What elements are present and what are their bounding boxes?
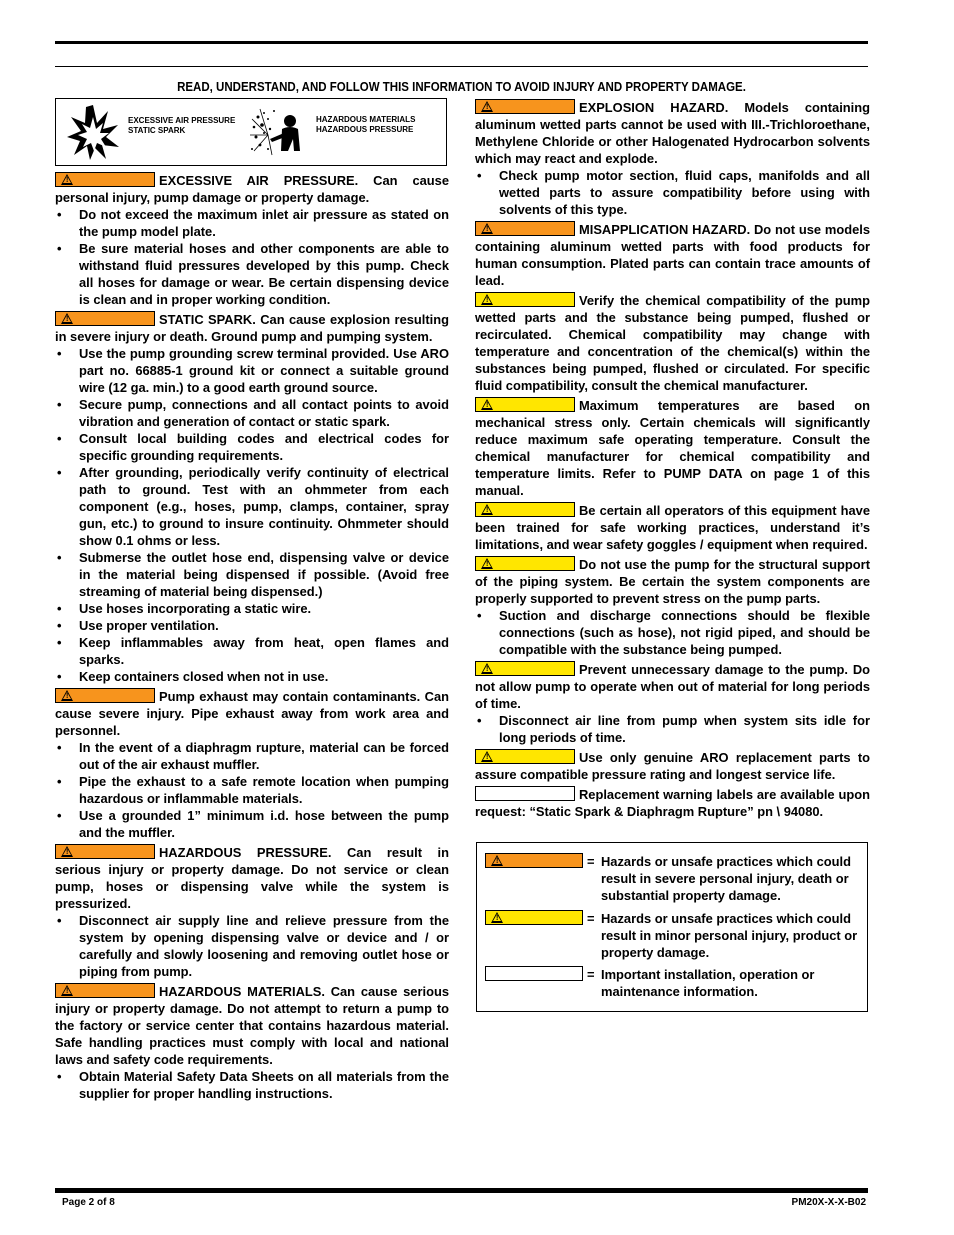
hazard-symbol-box bbox=[55, 98, 447, 166]
left-column bbox=[55, 172, 449, 1105]
page-heading: READ, UNDERSTAND, AND FOLLOW THIS INFORMATION TO AVOID INJURY AND PROPERTY DAMAGE. bbox=[177, 80, 746, 94]
notice-bullet: • Use hoses incorporating a static wire. bbox=[55, 600, 449, 617]
notice-statement bbox=[475, 786, 870, 820]
hazardous-material-person-icon bbox=[248, 105, 306, 161]
legend-text-warning: Hazards or unsafe practices which could result in severe personal injury, death or substantial property damage. bbox=[601, 854, 852, 903]
notice-statement bbox=[475, 397, 870, 499]
safety-notice-caution bbox=[475, 502, 870, 553]
safety-notice-warning bbox=[55, 844, 449, 980]
notice-bullet: • Use proper ventilation. bbox=[55, 617, 449, 634]
legend-equals: = bbox=[587, 854, 595, 869]
notice-bullet: • Use a grounded 1” minimum i.d. hose between the pump and the muffler. bbox=[55, 807, 449, 841]
notice-statement bbox=[475, 749, 870, 783]
notice-text: Do not use the pump for the structural support of the piping system. Be certain the system components are properly supported to prevent stress on the pump parts. bbox=[475, 557, 870, 606]
safety-notice-caution bbox=[475, 292, 870, 394]
notice-text: EXCESSIVE AIR PRESSURE. Can cause personal injury, pump damage or property damage. bbox=[55, 173, 449, 205]
bottom-rule bbox=[55, 1188, 868, 1193]
safety-notice-warning bbox=[475, 99, 870, 218]
legend-row-warning bbox=[485, 853, 852, 907]
notice-bullet-list bbox=[55, 1068, 449, 1102]
caution-label-badge: ! bbox=[475, 556, 575, 571]
notice-bullet-list bbox=[475, 167, 870, 218]
notice-text: Replacement warning labels are available upon request: “Static Spark & Diaphragm Rupture” pn \ 94080. bbox=[475, 787, 870, 819]
safety-notice-caution bbox=[475, 661, 870, 746]
warning-label-badge: ! bbox=[55, 688, 155, 703]
notice-bullet: • Check pump motor section, fluid caps, manifolds and all wetted parts to assure compatibility before using with solvents of this type. bbox=[475, 167, 870, 218]
safety-notice-warning bbox=[475, 221, 870, 289]
caution-label-badge: ! bbox=[475, 661, 575, 676]
notice-bullet: • Obtain Material Safety Data Sheets on all materials from the supplier for proper handling instructions. bbox=[55, 1068, 449, 1102]
symbol1-line-1: EXCESSIVE AIR PRESSURE bbox=[128, 116, 236, 125]
notice-label-badge bbox=[475, 786, 575, 801]
notice-text: EXPLOSION HAZARD. Models containing aluminum wetted parts cannot be used with III.-Trichloroethane, Methylene Chloride or other Halogenated Hydrocarbon solvents which may react and explode. bbox=[475, 100, 870, 166]
notice-statement bbox=[475, 292, 870, 394]
safety-notice-notice bbox=[475, 786, 870, 820]
symbol2-line-2: HAZARDOUS PRESSURE bbox=[316, 125, 414, 134]
notice-text: Maximum temperatures are based on mechanical stress only. Certain chemicals will significantly reduce maximum safe operating temperature. Consult the chemical manufacturer for chemical compatibility and temperature limits. Refer to PUMP DATA on page 1 of this manual. bbox=[475, 398, 870, 498]
safety-notice-warning bbox=[55, 983, 449, 1102]
notice-bullet: • Be sure material hoses and other components are able to withstand fluid pressures developed by this pump. Check all hoses for damage or wear. Be certain dispensing device is clean and in proper working condition. bbox=[55, 240, 449, 308]
legend-text-notice: Important installation, operation or maintenance information. bbox=[601, 967, 815, 999]
symbol1-label bbox=[128, 116, 235, 136]
caution-label-badge: ! bbox=[485, 910, 583, 925]
explosion-icon bbox=[66, 103, 120, 161]
safety-notice-caution bbox=[475, 749, 870, 783]
notice-bullet-list bbox=[55, 739, 449, 841]
warning-label-badge: ! bbox=[485, 853, 583, 868]
notice-text: Pump exhaust may contain contaminants. Can cause severe injury. Pipe exhaust away from work area and personnel. bbox=[55, 689, 449, 738]
caution-label-badge: ! bbox=[475, 502, 575, 517]
warning-label-badge: ! bbox=[55, 311, 155, 326]
notice-bullet-list bbox=[55, 206, 449, 308]
notice-statement bbox=[55, 844, 449, 912]
notice-statement bbox=[55, 311, 449, 345]
top-rule-thin bbox=[55, 66, 868, 67]
notice-bullet-list bbox=[475, 712, 870, 746]
right-column bbox=[475, 99, 870, 823]
legend-equals: = bbox=[587, 911, 595, 926]
legend-row-caution bbox=[485, 910, 858, 964]
page-number: Page 2 of 8 bbox=[62, 1197, 115, 1208]
caution-label-badge: ! bbox=[475, 397, 575, 412]
symbol2-label bbox=[316, 115, 415, 135]
notice-bullet: • After grounding, periodically verify continuity of electrical path to ground. Test with an ohmmeter from each component (e.g., hoses, pump, clamps, container, spray gun, etc.) to ground to insure continuity. Ohmmeter should show 0.1 ohms or less. bbox=[55, 464, 449, 549]
legend-text-caution: Hazards or unsafe practices which could result in minor personal injury, product or property damage. bbox=[601, 911, 858, 960]
warning-label-badge: ! bbox=[55, 844, 155, 859]
notice-bullet: • Do not exceed the maximum inlet air pressure as stated on the pump model plate. bbox=[55, 206, 449, 240]
legend-equals: = bbox=[587, 967, 595, 982]
notice-bullet: • Consult local building codes and electrical codes for specific grounding requirements. bbox=[55, 430, 449, 464]
notice-bullet: • Keep containers closed when not in use. bbox=[55, 668, 449, 685]
notice-bullet: • Keep inflammables away from heat, open flames and sparks. bbox=[55, 634, 449, 668]
symbol2-line-1: HAZARDOUS MATERIALS bbox=[316, 115, 416, 124]
safety-notice-caution bbox=[475, 556, 870, 658]
notice-statement bbox=[55, 983, 449, 1068]
safety-notice-warning bbox=[55, 688, 449, 841]
notice-statement bbox=[475, 99, 870, 167]
notice-text: HAZARDOUS MATERIALS. Can cause serious injury or property damage. Do not attempt to return a pump to the factory or service center that contains hazardous material. Safe handling practices must comply with local and national laws and safety code requirements. bbox=[55, 984, 449, 1067]
signal-word-legend bbox=[476, 842, 868, 1012]
legend-row-notice bbox=[485, 966, 815, 1002]
notice-text: Use only genuine ARO replacement parts to assure compatible pressure rating and longest service life. bbox=[475, 750, 870, 782]
notice-statement bbox=[475, 502, 870, 553]
notice-bullet: • In the event of a diaphragm rupture, material can be forced out of the air exhaust muffler. bbox=[55, 739, 449, 773]
notice-text: Be certain all operators of this equipment have been trained for safe working practices, understand it’s limitations, and wear safety goggles / equipment when required. bbox=[475, 503, 870, 552]
notice-text: Verify the chemical compatibility of the pump wetted parts and the substance being pumped, flushed or recirculated. Chemical compatibility may change with temperature and concentration of the chemical(s) within the substances being pumped, flushed or circulated. For specific fluid compatibility, consult the chemical manufacturer. bbox=[475, 293, 870, 393]
notice-bullet: • Submerse the outlet hose end, dispensing valve or device in the material being dispensed if possible. (Avoid free streaming of material being dispensed.) bbox=[55, 549, 449, 600]
caution-label-badge: ! bbox=[475, 749, 575, 764]
warning-label-badge: ! bbox=[475, 221, 575, 236]
notice-bullet: • Disconnect air supply line and relieve pressure from the system by opening dispensing valve or device and / or carefully and slowly loosening and removing outlet hose or piping from pump. bbox=[55, 912, 449, 980]
notice-text: STATIC SPARK. Can cause explosion resulting in severe injury or death. Ground pump and pumping system. bbox=[55, 312, 449, 344]
notice-bullet-list bbox=[475, 607, 870, 658]
safety-notice-caution bbox=[475, 397, 870, 499]
caution-label-badge: ! bbox=[475, 292, 575, 307]
warning-label-badge: ! bbox=[55, 983, 155, 998]
symbol1-line-2: STATIC SPARK bbox=[128, 126, 186, 135]
notice-label-badge bbox=[485, 966, 583, 981]
notice-bullet-list bbox=[55, 345, 449, 685]
document-id: PM20X-X-X-B02 bbox=[791, 1197, 866, 1208]
notice-statement bbox=[55, 172, 449, 206]
safety-notice-warning bbox=[55, 172, 449, 308]
top-rule-thick bbox=[55, 41, 868, 44]
notice-text: HAZARDOUS PRESSURE. Can result in serious injury or property damage. Do not service or clean pump, hoses or dispensing valve while the system is pressurized. bbox=[55, 845, 449, 911]
notice-statement bbox=[55, 688, 449, 739]
notice-bullet-list bbox=[55, 912, 449, 980]
warning-label-badge: ! bbox=[55, 172, 155, 187]
notice-bullet: • Disconnect air line from pump when system sits idle for long periods of time. bbox=[475, 712, 870, 746]
notice-bullet: • Use the pump grounding screw terminal provided. Use ARO part no. 66885-1 ground kit or connect a suitable ground wire (12 ga. min.) to a good earth ground source. bbox=[55, 345, 449, 396]
warning-label-badge: ! bbox=[475, 99, 575, 114]
notice-statement bbox=[475, 221, 870, 289]
notice-text: MISAPPLICATION HAZARD. Do not use models containing aluminum wetted parts with food products for human consumption. Plated parts can contain trace amounts of lead. bbox=[475, 222, 870, 288]
notice-bullet: • Pipe the exhaust to a safe remote location when pumping hazardous or inflammable materials. bbox=[55, 773, 449, 807]
notice-statement bbox=[475, 661, 870, 712]
notice-bullet: • Secure pump, connections and all contact points to avoid vibration and generation of contact or static spark. bbox=[55, 396, 449, 430]
notice-text: Prevent unnecessary damage to the pump. Do not allow pump to operate when out of material for long periods of time. bbox=[475, 662, 870, 711]
notice-statement bbox=[475, 556, 870, 607]
safety-notice-warning bbox=[55, 311, 449, 685]
notice-bullet: • Suction and discharge connections should be flexible connections (such as hose), not rigid piped, and should be compatible with the substance being pumped. bbox=[475, 607, 870, 658]
